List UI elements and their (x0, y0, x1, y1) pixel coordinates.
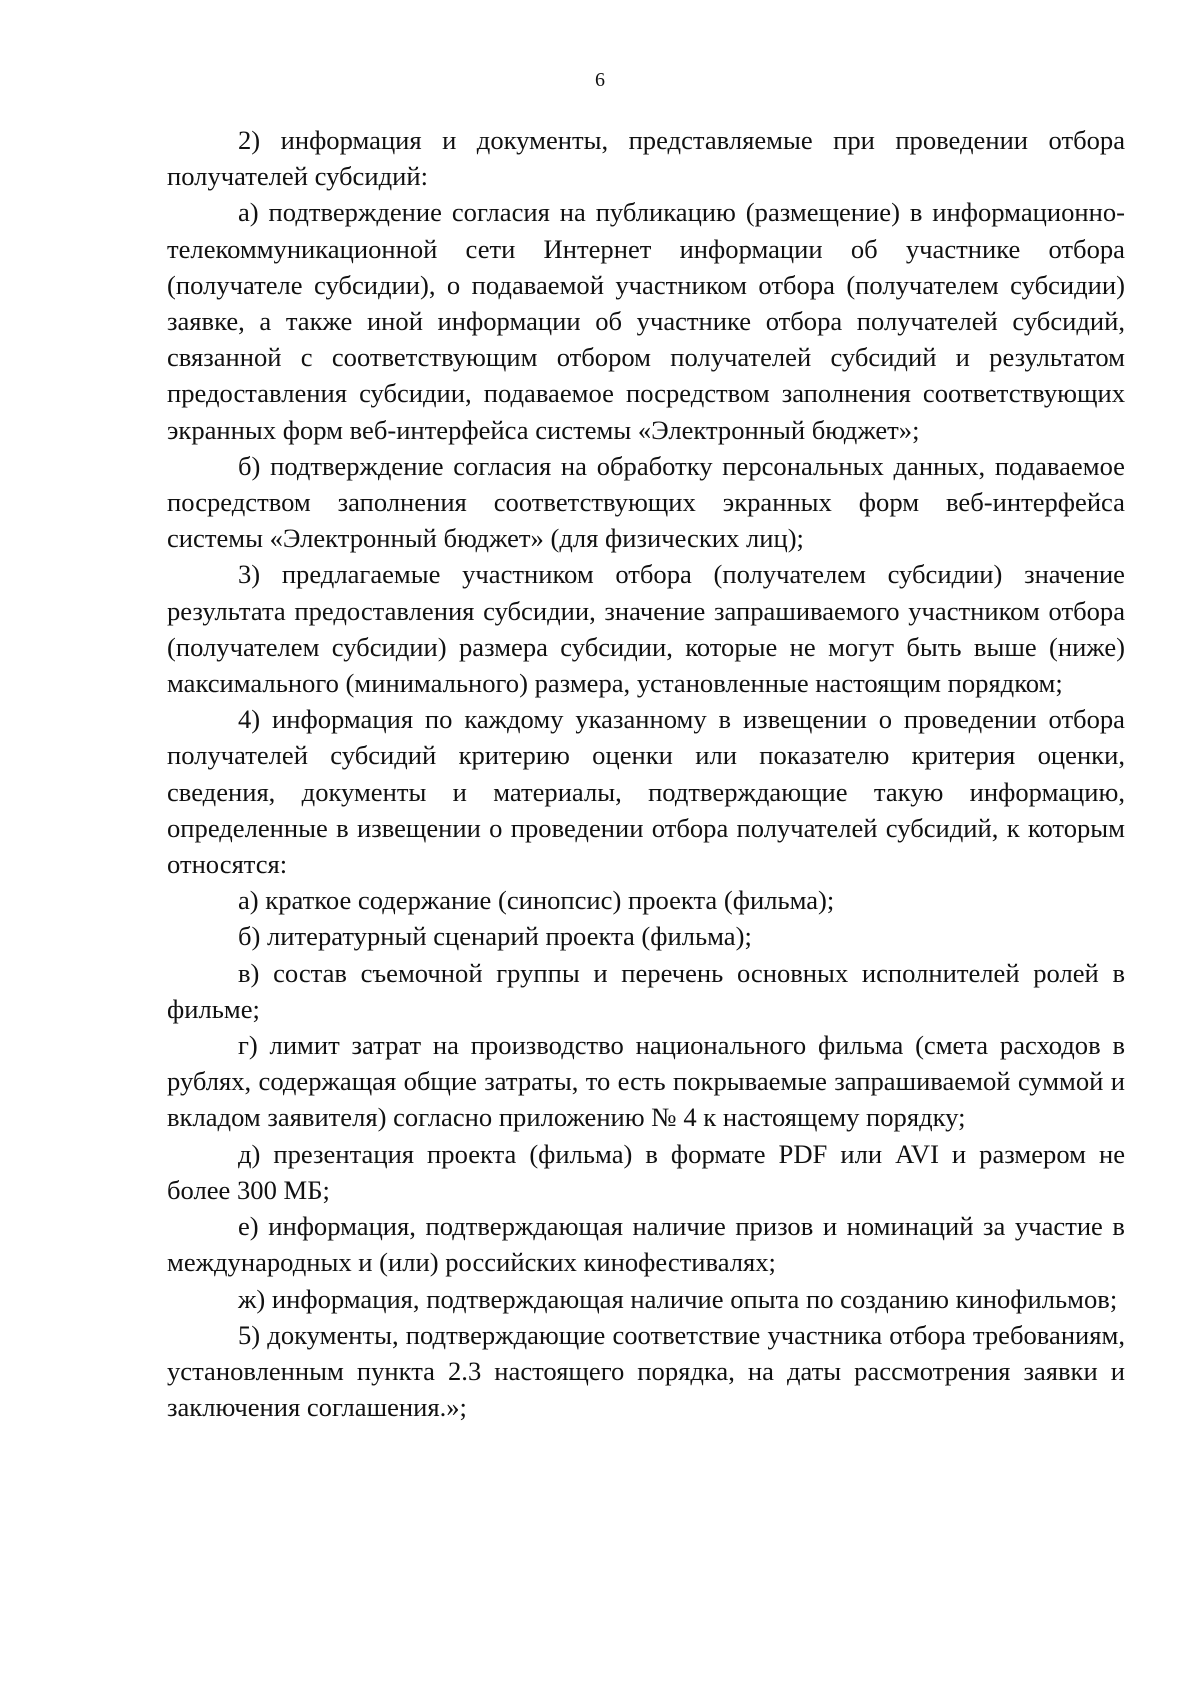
document-body (167, 122, 1125, 1425)
paragraph: б) подтверждение согласия на обработку персональных данных, подаваемое посредством заполнения соответствующих экранных форм веб-интерфейса системы «Электронный бюджет» (для физических лиц); (167, 450, 1125, 554)
paragraph: д) презентация проекта (фильма) в формате PDF или AVI и размером не более 300 МБ; (167, 1138, 1125, 1205)
paragraph: е) информация, подтверждающая наличие призов и номинаций за участие в международных и (или) российских кинофестивалях; (167, 1211, 1125, 1278)
paragraph: 5) документы, подтверждающие соответствие участника отбора требованиям, установленным пункта 2.3 настоящего порядка, на даты рассмотрения заявки и заключения соглашения.»; (167, 1319, 1125, 1423)
paragraph: б) литературный сценарий проекта (фильма); (238, 921, 752, 952)
paragraph: в) состав съемочной группы и перечень основных исполнителей ролей в фильме; (167, 957, 1125, 1024)
paragraph: ж) информация, подтверждающая наличие опыта по созданию кинофильмов; (238, 1283, 1118, 1314)
paragraph: а) краткое содержание (синопсис) проекта (фильма); (238, 885, 835, 916)
page-number: 6 (595, 69, 605, 91)
paragraph: а) подтверждение согласия на публикацию (размещение) в информационно-телекоммуникационной сети Интернет информации об участнике отбора (получателе субсидии), о подаваемой участником отбора (получателем субсидии) заявке, а также иной информации об участнике отбора получателей субсидий, связанной с соответствующим отбором получателей субсидий и результатом предоставления субсидии, подаваемое посредством заполнения соответствующих экранных форм веб-интерфейса системы «Электронный бюджет»; (167, 197, 1125, 445)
paragraph: г) лимит затрат на производство национального фильма (смета расходов в рублях, содержащая общие затраты, то есть покрываемые запрашиваемой суммой и вкладом заявителя) согласно приложению № 4 к настоящему порядку; (167, 1030, 1125, 1133)
paragraph: 4) информация по каждому указанному в извещении о проведении отбора получателей субсидий критерию оценки или показателю критерия оценки, сведения, документы и материалы, подтверждающие такую информацию, определенные в извещении о проведении отбора получателей субсидий, к которым относятся: (167, 704, 1125, 880)
paragraph: 3) предлагаемые участником отбора (получателем субсидии) значение результата предоставления субсидии, значение запрашиваемого участником отбора (получателем субсидии) размера субсидии, которые не могут быть выше (ниже) максимального (минимального) размера, установленные настоящим порядком; (167, 559, 1125, 699)
paragraph: 2) информация и документы, представляемые при проведении отбора получателей субсидий: (167, 125, 1125, 192)
